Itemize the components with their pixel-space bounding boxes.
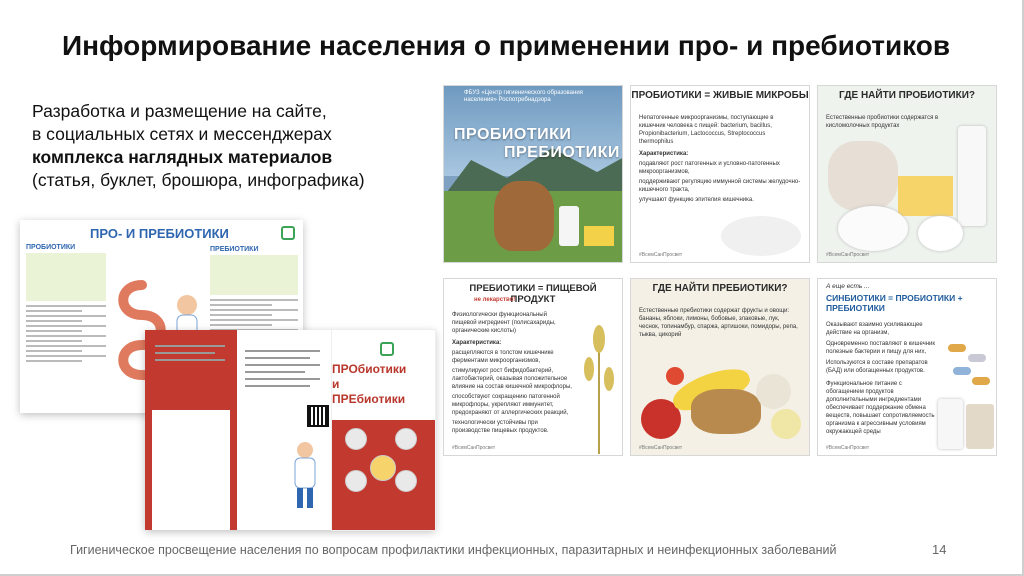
intro-line-4: (статья, буклет, брошюра, инфографика) bbox=[32, 170, 365, 190]
wheat-icon bbox=[579, 319, 619, 454]
capsules-icon bbox=[948, 339, 993, 389]
card-body bbox=[826, 321, 941, 436]
page-number: 14 bbox=[932, 542, 947, 557]
brochure-inner-page bbox=[152, 410, 230, 530]
logo-icon bbox=[380, 342, 394, 356]
milk-bottle-icon bbox=[958, 126, 986, 226]
card-point: Одновременно поставляют в кишечник полезные бактерии и пищу для них, bbox=[826, 341, 936, 355]
booklet-prebiotics-head: ПРЕБИОТИКИ bbox=[210, 246, 259, 253]
logo-icon bbox=[281, 226, 295, 240]
intro-line-1: Разработка и размещение на сайте, bbox=[32, 101, 327, 121]
card-point: поддерживают регуляцию иммунной системы желудочно-кишечного тракта, bbox=[639, 179, 801, 193]
milk-splash-icon bbox=[721, 216, 801, 256]
card-point: Оказывают взаимно усиливающее действие на организм, bbox=[826, 322, 923, 336]
hashtag: #ВсемСанПросвет bbox=[826, 445, 870, 451]
card-title: ГДЕ НАЙТИ ПРЕБИОТИКИ? bbox=[652, 283, 788, 294]
intro-line-bold: комплекса наглядных материалов bbox=[32, 147, 333, 167]
intro-line-2: в социальных сетях и мессенджерах bbox=[32, 124, 332, 144]
booklet-probiotics-head: ПРОБИОТИКИ bbox=[26, 244, 76, 251]
slide-title: Информирование населения о применении про- и пребиотиков bbox=[62, 30, 951, 61]
cottage-cheese-icon bbox=[838, 206, 908, 251]
infographic-card-probiotics-prebiotics bbox=[443, 85, 623, 263]
cheese-icon bbox=[898, 176, 953, 216]
brochure-title-line: и bbox=[332, 377, 340, 391]
doctor-icon bbox=[285, 440, 325, 510]
org-label: ФБУЗ «Центр гигиенического образования населения» Роспотребнадзора bbox=[464, 90, 583, 103]
food-icon bbox=[395, 470, 417, 492]
booklet-title: ПРО- И ПРЕБИОТИКИ bbox=[90, 226, 229, 241]
card-word-probiotics: ПРОБИОТИКИ bbox=[454, 126, 572, 143]
card-word-prebiotics: ПРЕБИОТИКИ bbox=[504, 144, 620, 161]
card-point: расщепляются в толстом кишечнике ферментами микроорганизмов, bbox=[452, 350, 554, 364]
infographic-card-where-prebiotics bbox=[630, 278, 810, 456]
booklet-probiotics-column bbox=[26, 244, 106, 365]
card-pre: А еще есть ... bbox=[826, 283, 870, 290]
brochure-title-line: ПРОбиотики bbox=[332, 362, 407, 376]
card-point: технологически устойчивы при производстве пищевых продуктов. bbox=[452, 420, 549, 434]
card-title: СИНБИОТИКИ = ПРОБИОТИКИ + ПРЕБИОТИКИ bbox=[826, 293, 963, 313]
booklet-info-box bbox=[26, 253, 106, 301]
card-point: способствуют сокращению патогенной микрофлоры, укрепляют иммунитет, предохраняют от аллергических реакций, bbox=[452, 394, 569, 416]
card-body: Естественные пребиотики содержат фрукты и овощи: бананы, яблоки, лимоны, бобовые, злаковые, лук, чеснок, топинамбур, спаржа, артишоки, помидоры, репа, тыква, цикорий bbox=[639, 308, 798, 338]
card-title: ПРОБИОТИКИ = ЖИВЫЕ МИКРОБЫ bbox=[631, 90, 809, 101]
hashtag: #ВсемСанПросвет bbox=[826, 252, 870, 258]
yogurt-icon bbox=[918, 216, 963, 251]
hashtag: #ВсемСанПросвет bbox=[639, 445, 683, 451]
food-icon bbox=[345, 428, 367, 450]
infographic-card-prebiotics-food bbox=[443, 278, 623, 456]
bread-icon bbox=[966, 404, 994, 449]
card-title: ПРЕБИОТИКИ = ПИЩЕВОЙ ПРОДУКТ bbox=[469, 283, 597, 305]
card-point: подавляют рост патогенных и условно-патогенных микроорганизмов, bbox=[639, 161, 780, 175]
milk-bottle-icon bbox=[938, 399, 963, 449]
infographic-card-synbiotics bbox=[817, 278, 997, 456]
card-point: Функциональное питание с обогащением продуктов дополнительными ингредиентами обеспечивает поддержание обмена веществ, повышает сопротивляемость организма к агрессивным условиям окружающей среды bbox=[826, 381, 935, 435]
food-icon bbox=[345, 470, 367, 492]
food-icon bbox=[395, 428, 417, 450]
card-subhead: Характеристика: bbox=[452, 340, 502, 346]
card-point: улучшают функцию эпителия кишечника. bbox=[639, 197, 754, 203]
card-body: Естественные пробиотики содержатся в кисломолочных продуктах bbox=[826, 115, 939, 129]
card-point: Используются в составе препаратов (БАД) или обогащенных продуктов. bbox=[826, 360, 928, 374]
qr-code-icon bbox=[307, 405, 329, 427]
card-title: ГДЕ НАЙТИ ПРОБИОТИКИ? bbox=[838, 90, 976, 101]
hashtag: #ВсемСанПросвет bbox=[639, 252, 683, 258]
onion-icon bbox=[771, 409, 801, 439]
booklet-info-box bbox=[210, 255, 298, 295]
tomato-icon bbox=[666, 367, 684, 385]
cheese-icon bbox=[584, 226, 614, 246]
card-body bbox=[452, 311, 572, 435]
card-body bbox=[639, 114, 801, 204]
brochure-title bbox=[332, 362, 422, 407]
card-point: стимулируют рост бифидобактерий, лактобактерий, оказывая положительное влияние на состав кишечной микрофлоры, bbox=[452, 368, 572, 390]
infographic-card-probiotics-live bbox=[630, 85, 810, 263]
cow-icon bbox=[494, 181, 554, 251]
brochure-title-line: ПРЕбиотики bbox=[332, 392, 406, 406]
card-text: Непатогенные микроорганизмы, поступающие в кишечник человека с пищей: bacterium, bacillus, Propionibacterium, Lactococcus, Streptococcus thermophilus bbox=[639, 115, 774, 145]
card-text: Физиологически функциональный пищевой ингредиент (полисахариды, органические кислоты) bbox=[452, 312, 556, 334]
hashtag: #ВсемСанПросвет bbox=[452, 445, 496, 451]
slide-footer: Гигиеническое просвещение населения по вопросам профилактики инфекционных, паразитарных и неинфекционных заболеваний bbox=[70, 543, 837, 557]
infographic-card-where-probiotics bbox=[817, 85, 997, 263]
card-sub: не лекарство! bbox=[474, 297, 516, 303]
card-subhead: Характеристика: bbox=[639, 151, 689, 157]
garlic-icon bbox=[756, 374, 791, 409]
milk-icon bbox=[559, 206, 579, 246]
person-icon bbox=[370, 455, 396, 481]
cow-icon bbox=[828, 141, 898, 211]
intro-text bbox=[32, 100, 432, 192]
bread-icon bbox=[691, 389, 761, 434]
